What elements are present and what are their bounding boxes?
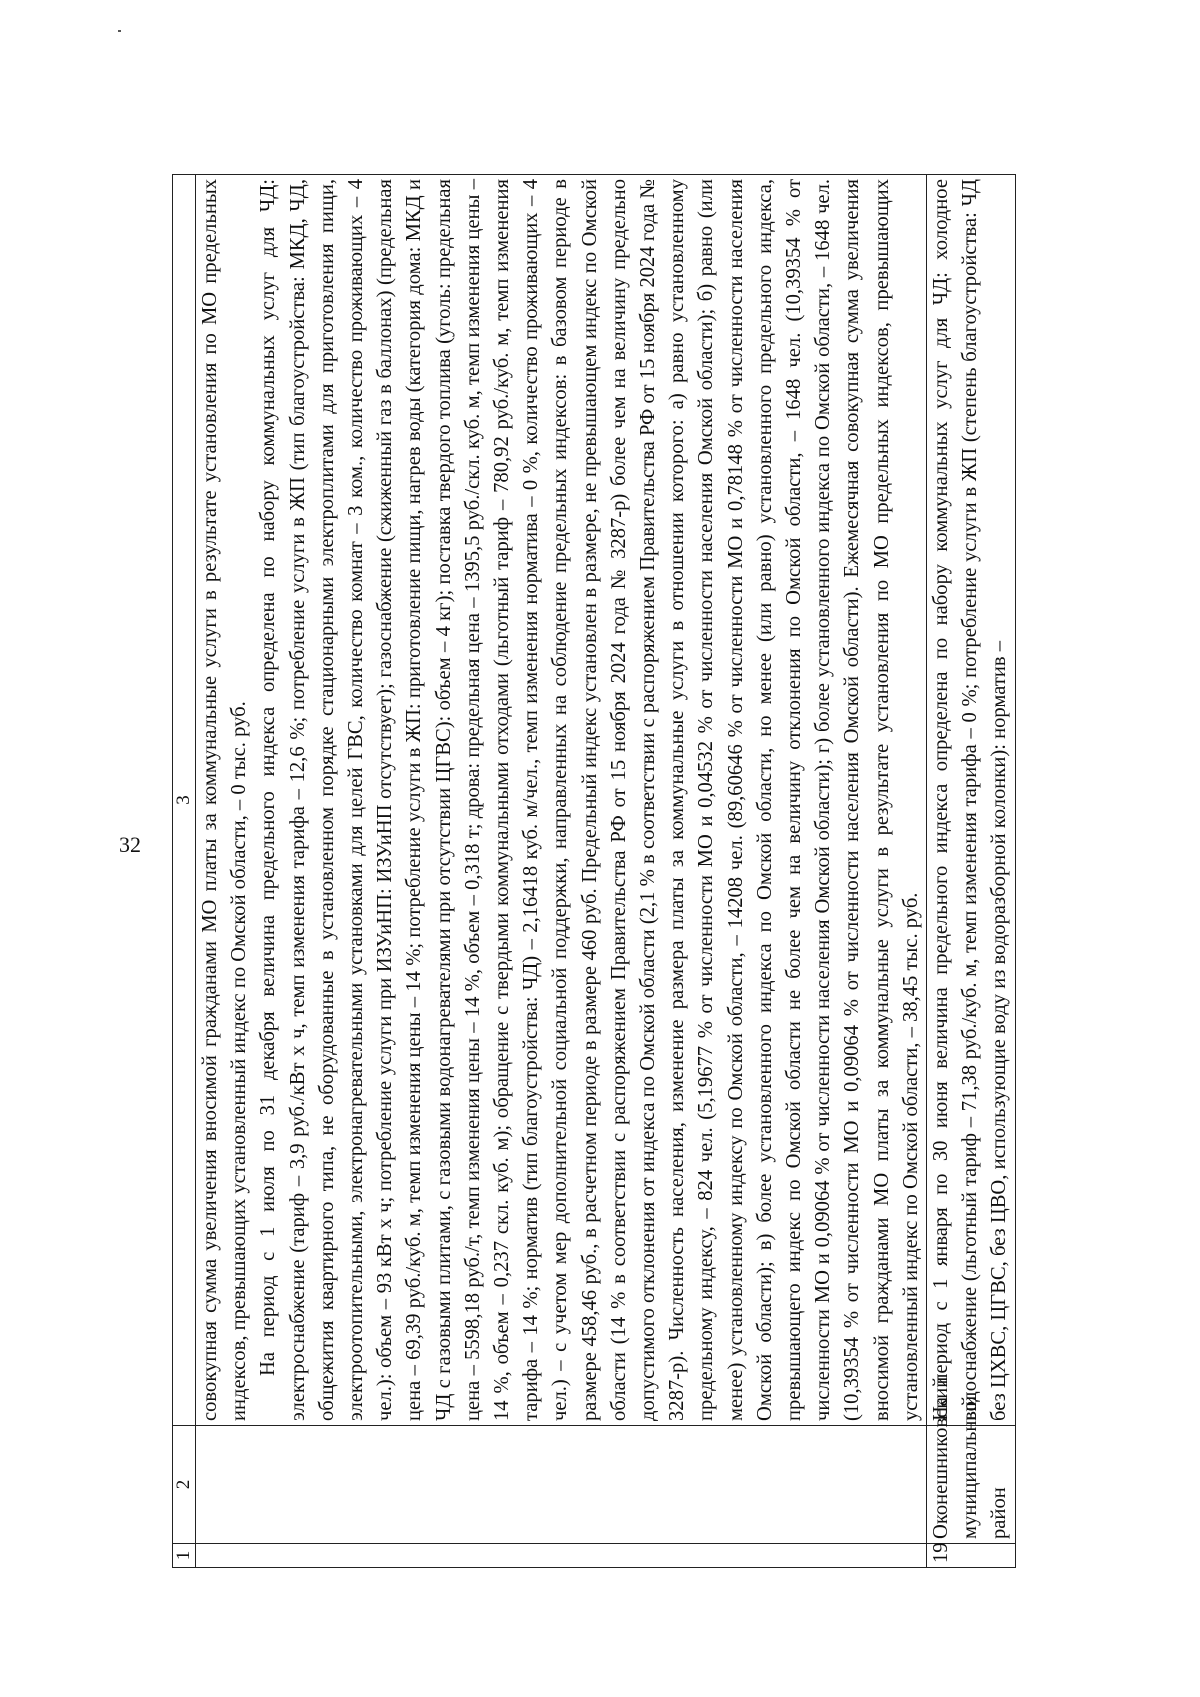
table-header-row	[173, 175, 196, 1568]
data-table	[172, 174, 1016, 1568]
rotated-table-container	[172, 175, 1011, 1568]
description-cell	[927, 175, 1016, 1426]
row-number	[196, 1544, 927, 1568]
description-paragraph: На период с 1 января по 30 июня величина предельного индекса определена по набору коммунальных услуг для ЧД: холодное водоснабжение (льготный тариф – 71,38 руб./куб. м, темп изменения тарифа – 0 %; потребление услуги в ЖП (степень благоустройства: ЧД без ЦХВС, ЦГВС, без ЦВО, использующие воду из водоразборной колонки): норматив –	[930, 179, 1011, 1421]
page-number: 32	[119, 832, 141, 857]
table-row	[927, 175, 1016, 1568]
scan-speck	[118, 30, 121, 32]
district-name: Оконешниковский муниципальный район	[927, 1426, 1016, 1544]
table-row	[196, 175, 927, 1568]
description-paragraph: совокупная сумма увеличения вносимой гражданами МО платы за коммунальные услуги в результате установления по МО предельных индексов, превышающих установленный индекс по Омской области, – 0 тыс. руб.	[199, 179, 251, 1421]
row-number: 19	[927, 1544, 1016, 1568]
header-col-2: 2	[173, 1426, 196, 1544]
description-paragraph: На период с 1 июля по 31 декабря величина предельного индекса определена по набору коммунальных услуг для ЧД: электроснабжение (тариф – 3,9 руб./кВт х ч, темп изменения тарифа – 12,6 %; потребление услуги в ЖП (тип благоустройства: МКД, ЧД, общежития квартирного типа, не оборудованные в установленном порядке стационарными электроплитами для приготовления пищи, электроотопительными, электронагревательными установками для целей ГВС, количество комнат – 3 ком., количество проживающих – 4 чел.): объем – 93 кВт х ч; потребление услуги при ИЗУиНП: ИЗУиНП отсутствует); газоснабжение (сжиженный газ в баллонах) (предельная цена – 69,39 руб./куб. м, темп изменения цены – 14 %; потребление услуги в ЖП: приготовление пищи, нагрев воды (категория дома: МКД и ЧД с газовыми плитами, с газовыми водонагревателями при отсутствии ЦГВС): объем – 4 кг); поставка твердого топлива (уголь: предельная цена – 5598,18 руб./т, темп изменения цены – 14 %, объем – 0,318 т; дрова: предельная цена – 1395,5 руб./скл. куб. м, темп изменения цены – 14 %, объем – 0,237 скл. куб. м); обращение с твердыми коммунальными отходами (льготный тариф – 780,92 руб./куб. м, темп изменения тарифа – 14 %; норматив (тип благоустройства: ЧД) – 2,16418 куб. м/чел., темп изменения норматива – 0 %, количество проживающих – 4 чел.) – с учетом мер дополнительной социальной поддержки, направленных на соблюдение предельных индексов: в базовом периоде в размере 458,46 руб., в расчетном периоде в размере 460 руб. Предельный индекс установлен в размере, не превышающем индекс по Омской области (14 % в соответствии с распоряжением Правительства РФ от 15 ноября 2024 года № 3287-р) более чем на величину предельно допустимого отклонения от индекса по Омской области (2,1 % в соответствии с распоряжением Правительства РФ от 15 ноября 2024 года № 3287-р). Численность населения, изменение размера платы за коммунальные услуги в отношении которого: а) равно установленному предельному индексу, – 824 чел. (5,19677 % от численности МО и 0,04532 % от численности населения Омской области); б) равно (или менее) установленному индексу по Омской области, – 14208 чел. (89,60646 % от численности МО и 0,78148 % от численности населения Омской области); в) более установленного индекса по Омской области, но менее (или равно) установленного предельного индекса, превышающего индекс по Омской области не более чем на величину отклонения по Омской области, – 1648 чел. (10,39354 % от численности МО и 0,09064 % от численности населения Омской области); г) более установленного индекса по Омской области, – 1648 чел. (10,39354 % от численности МО и 0,09064 % от численности населения Омской области). Ежемесячная совокупная сумма увеличения вносимой гражданами МО платы за коммунальные услуги в результате установления по МО предельных индексов, превышающих установленный индекс по Омской области, – 38,45 тыс. руб.	[257, 179, 922, 1421]
header-col-1: 1	[173, 1544, 196, 1568]
district-name	[196, 1426, 927, 1544]
header-col-3: 3	[173, 175, 196, 1426]
description-cell	[196, 175, 927, 1426]
